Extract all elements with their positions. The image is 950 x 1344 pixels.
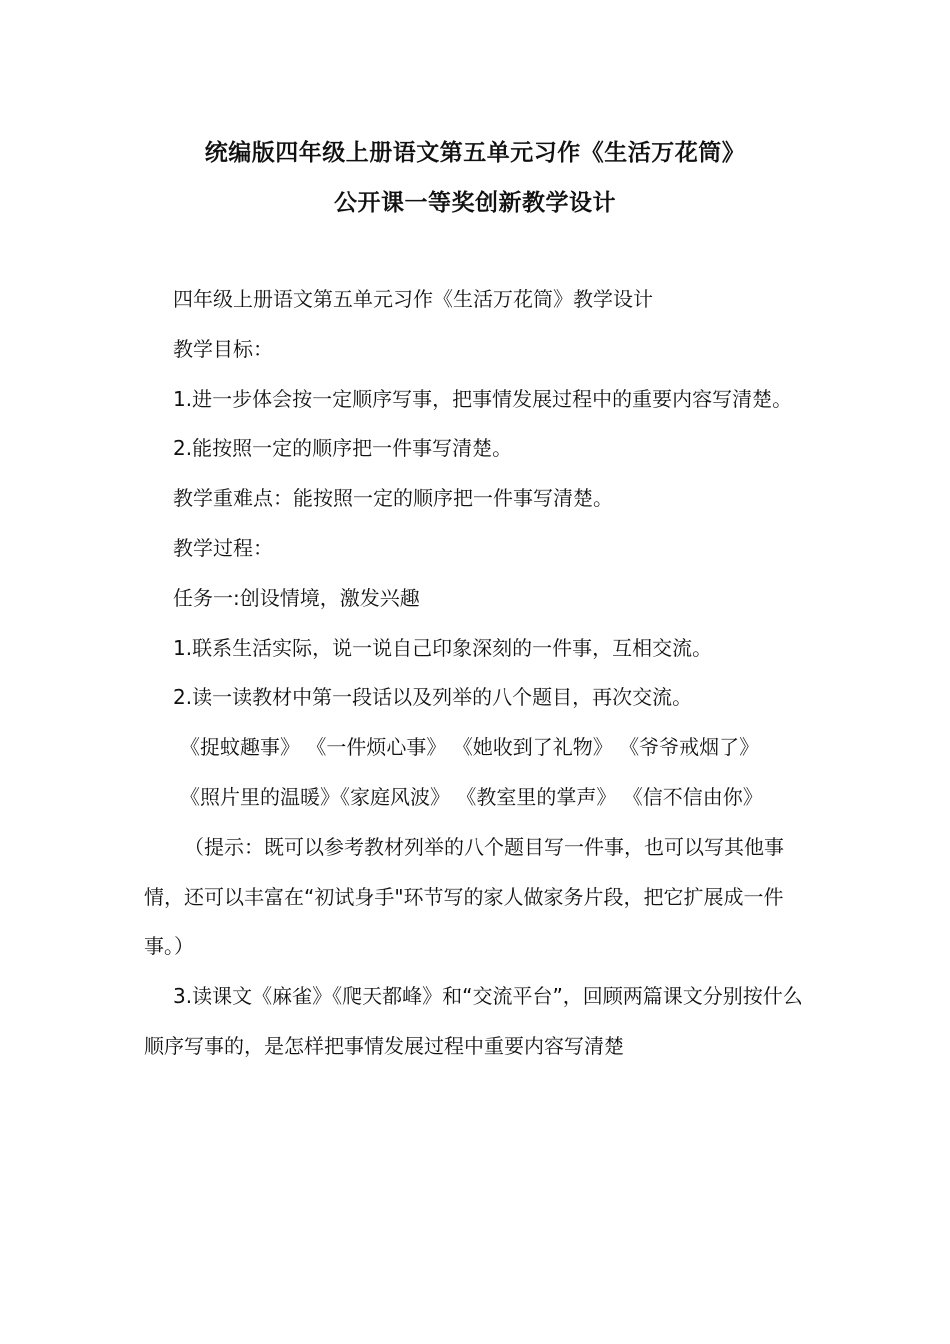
process-step-2: 2.读一读教材中第一段话以及列举的八个题目，再次交流。 xyxy=(173,685,693,710)
document-title-line-1: 统编版四年级上册语文第五单元习作《生活万花筒》 xyxy=(204,140,746,166)
teaching-goal-1: 1.进一步体会按一定顺序写事，把事情发展过程中的重要内容写清楚。 xyxy=(173,386,793,411)
document-body xyxy=(144,275,808,1072)
topic-titles-row-1: 《捉蚊趣事》 《一件烦心事》 《她收到了礼物》 《爷爷戒烟了》 xyxy=(180,735,760,760)
document-title-line-2: 公开课一等奖创新教学设计 xyxy=(334,190,616,216)
teaching-goal-2: 2.能按照一定的顺序把一件事写清楚。 xyxy=(173,436,513,461)
lesson-design-heading: 四年级上册语文第五单元习作《生活万花筒》教学设计 xyxy=(173,287,653,311)
key-difficulty: 教学重难点：能按照一定的顺序把一件事写清楚。 xyxy=(173,486,613,511)
writing-hint: （提示：既可以参考教材列举的八个题目写一件事，也可以写其他事情，还可以丰富在“初试身手"环节写的家人做家务片段，把它扩展成一件事。） xyxy=(144,834,784,959)
topic-titles-row-2: 《照片里的温暖》《家庭风波》 《教室里的掌声》 《信不信由你》 xyxy=(180,784,763,809)
teaching-process-heading: 教学过程： xyxy=(173,535,273,560)
task-one-heading: 任务一:创设情境，激发兴趣 xyxy=(173,585,420,610)
process-step-1: 1.联系生活实际，说一说自己印象深刻的一件事，互相交流。 xyxy=(173,635,713,660)
process-step-3: 3.读课文《麻雀》《爬天都峰》和“交流平台”，回顾两篇课文分别按什么顺序写事的，是怎样把事情发展过程中重要内容写清楚 xyxy=(144,984,803,1058)
teaching-goals-heading: 教学目标： xyxy=(173,336,273,361)
